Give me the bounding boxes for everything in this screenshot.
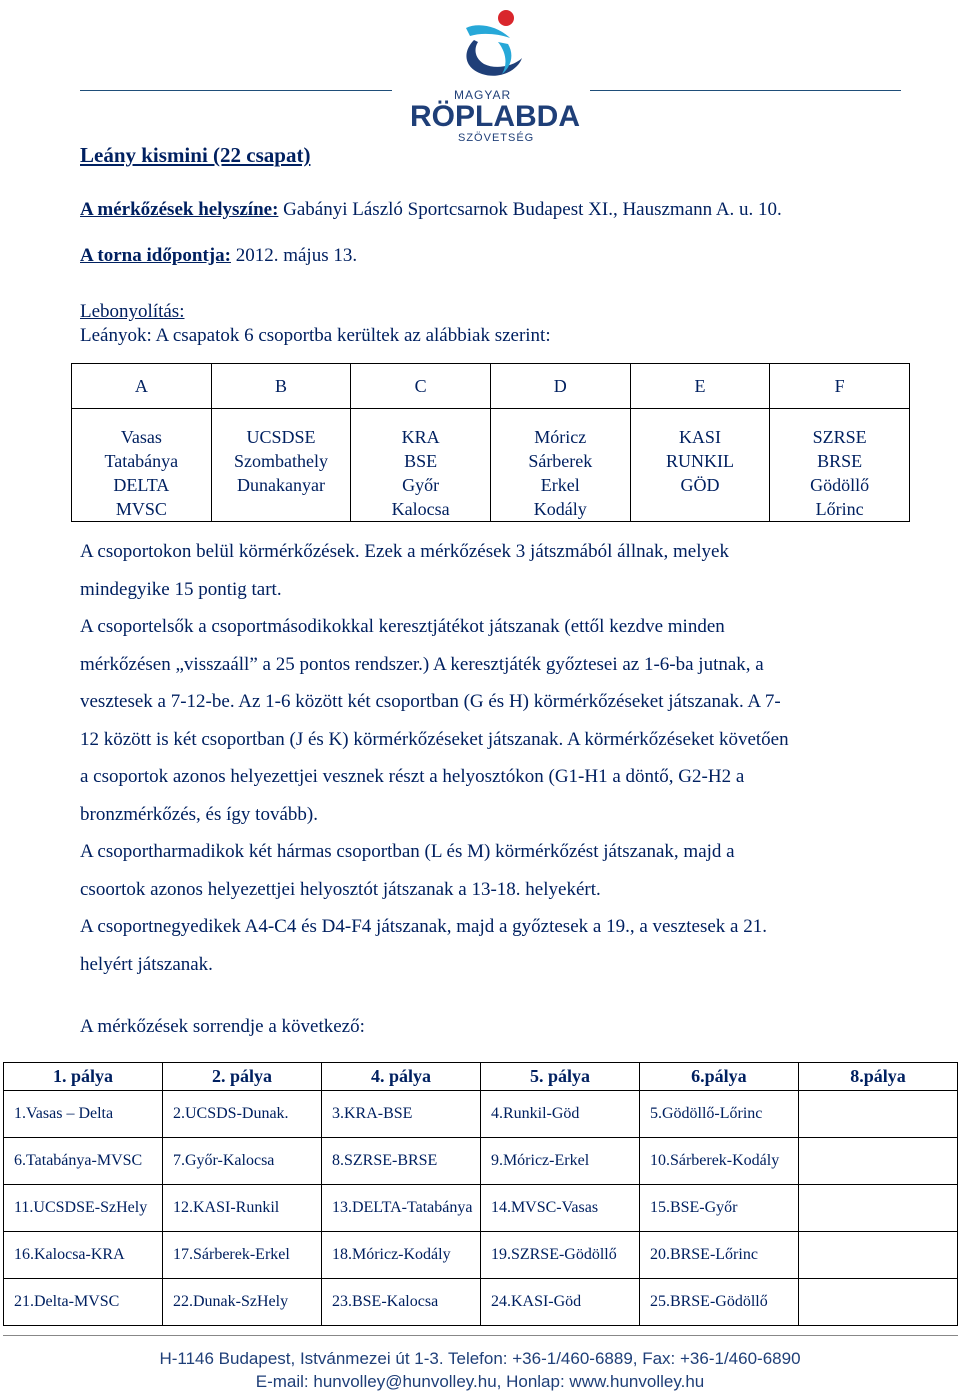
group-cell: GÖD bbox=[630, 473, 770, 497]
header-rule-right bbox=[590, 90, 901, 91]
match-cell: 23.BSE-Kalocsa bbox=[321, 1279, 480, 1326]
venue-value: Gabányi László Sportcsarnok Budapest XI., Hauszmann A. u. 10. bbox=[278, 199, 782, 220]
match-cell: 22.Dunak-SzHely bbox=[162, 1279, 321, 1326]
match-cell: 25.BRSE-Gödöllő bbox=[639, 1279, 798, 1326]
logo-magyar-text: MAGYAR bbox=[454, 88, 512, 102]
footer-email-web: E-mail: hunvolley@hunvolley.hu, Honlap: www.hunvolley.hu bbox=[255, 1372, 705, 1391]
match-cell bbox=[798, 1232, 957, 1279]
match-cell: 9.Móricz-Erkel bbox=[480, 1138, 639, 1185]
group-header: A bbox=[72, 364, 212, 409]
match-cell: 17.Sárberek-Erkel bbox=[162, 1232, 321, 1279]
table-row bbox=[4, 1279, 958, 1326]
group-cell: Lőrinc bbox=[770, 497, 910, 522]
group-cell: Erkel bbox=[490, 473, 630, 497]
group-cell: Kalocsa bbox=[351, 497, 491, 522]
group-header: E bbox=[630, 364, 770, 409]
date-value: 2012. május 13. bbox=[230, 245, 358, 266]
court-header: 6.pálya bbox=[639, 1063, 798, 1091]
group-cell: DELTA bbox=[72, 473, 212, 497]
group-cell: Dunakanyar bbox=[211, 473, 351, 497]
group-header: D bbox=[490, 364, 630, 409]
match-cell: 4.Runkil-Göd bbox=[480, 1091, 639, 1138]
paragraph-1-line-2: mindegyike 15 pontig tart. bbox=[80, 579, 282, 600]
paragraph-2-line-2: mérkőzésen „visszaáll” a 25 pontos rendszer.) A keresztjáték győztesei az 1-6-ba jutnak, a bbox=[80, 654, 764, 675]
federation-logo bbox=[408, 8, 580, 148]
table-row bbox=[4, 1091, 958, 1138]
page-title: Leány kismini (22 csapat) bbox=[80, 143, 311, 167]
court-header: 2. pálya bbox=[162, 1063, 321, 1091]
match-cell: 3.KRA-BSE bbox=[321, 1091, 480, 1138]
footer-address: H-1146 Budapest, Istvánmezei út 1-3. Telefon: +36-1/460-6889, Fax: +36-1/460-6890 bbox=[159, 1349, 801, 1368]
paragraph-2-line-4: 12 között is két csoportban (J és K) körmérkőzéseket játszanak. A körmérkőzéseket követően bbox=[80, 729, 789, 750]
group-cell: Vasas bbox=[72, 425, 212, 449]
match-cell: 24.KASI-Göd bbox=[480, 1279, 639, 1326]
court-header: 1. pálya bbox=[4, 1063, 163, 1091]
group-cell: Győr bbox=[351, 473, 491, 497]
match-cell bbox=[798, 1138, 957, 1185]
match-cell bbox=[798, 1185, 957, 1232]
footer-rule bbox=[3, 1335, 958, 1336]
match-cell: 2.UCSDS-Dunak. bbox=[162, 1091, 321, 1138]
paragraph-3-line-2: csoortok azonos helyezettjei helyosztót játszanak a 13-18. helyekért. bbox=[80, 879, 601, 900]
match-cell: 18.Móricz-Kodály bbox=[321, 1232, 480, 1279]
lebonyolitas-title: Lebonyolítás: bbox=[80, 301, 185, 322]
logo-roplabda-text: RÖPLABDA bbox=[410, 100, 580, 133]
group-header: C bbox=[351, 364, 491, 409]
group-cell: UCSDSE bbox=[211, 425, 351, 449]
group-cell: Kodály bbox=[490, 497, 630, 522]
table-row bbox=[72, 473, 910, 497]
table-row bbox=[72, 449, 910, 473]
schedule-header-row bbox=[4, 1063, 958, 1091]
group-cell: KASI bbox=[630, 425, 770, 449]
venue-label: A mérkőzések helyszíne: bbox=[80, 199, 279, 220]
groups-table bbox=[71, 363, 910, 522]
logo-szovetseg-text: SZÖVETSÉG bbox=[458, 132, 535, 144]
group-cell: BSE bbox=[351, 449, 491, 473]
match-cell: 1.Vasas – Delta bbox=[4, 1091, 163, 1138]
paragraph-3-line-1: A csoportharmadikok két hármas csoportban (L és M) körmérkőzést játszanak, majd a bbox=[80, 841, 735, 862]
match-cell: 6.Tatabánya-MVSC bbox=[4, 1138, 163, 1185]
paragraph-1-line-1: A csoportokon belül körmérkőzések. Ezek a mérkőzések 3 játszmából állnak, melyek bbox=[80, 541, 729, 562]
group-cell: SZRSE bbox=[770, 425, 910, 449]
match-cell: 21.Delta-MVSC bbox=[4, 1279, 163, 1326]
group-header: F bbox=[770, 364, 910, 409]
paragraph-2-line-5: a csoportok azonos helyezettjei vesznek részt a helyosztókon (G1-H1 a döntő, G2-H2 a bbox=[80, 766, 745, 787]
paragraph-2-line-6: bronzmérkőzés, és így tovább). bbox=[80, 804, 318, 825]
group-cell: BRSE bbox=[770, 449, 910, 473]
group-cell: MVSC bbox=[72, 497, 212, 522]
paragraph-2-line-3: vesztesek a 7-12-be. Az 1-6 között két csoportban (G és H) körmérkőzéseket játszanak. A 7- bbox=[80, 691, 781, 712]
venue-line bbox=[80, 199, 782, 221]
match-cell bbox=[798, 1091, 957, 1138]
court-header: 8.pálya bbox=[798, 1063, 957, 1091]
footer-contact bbox=[0, 1347, 960, 1393]
group-cell: RUNKIL bbox=[630, 449, 770, 473]
groups-spacer bbox=[72, 409, 910, 426]
match-order-heading: A mérkőzések sorrendje a következő: bbox=[80, 1016, 365, 1037]
paragraph-2-line-1: A csoportelsők a csoportmásodikokkal keresztjátékot játszanak (ettől kezdve minden bbox=[80, 616, 725, 637]
date-line bbox=[80, 245, 357, 267]
group-header: B bbox=[211, 364, 351, 409]
header-rule-left bbox=[80, 90, 392, 91]
group-cell: Sárberek bbox=[490, 449, 630, 473]
volleyball-player-icon bbox=[448, 8, 538, 88]
court-header: 4. pálya bbox=[321, 1063, 480, 1091]
table-row bbox=[4, 1232, 958, 1279]
match-cell bbox=[798, 1279, 957, 1326]
lebonyolitas-text: Leányok: A csapatok 6 csoportba kerültek az alábbiak szerint: bbox=[80, 325, 551, 346]
match-cell: 14.MVSC-Vasas bbox=[480, 1185, 639, 1232]
group-cell: Móricz bbox=[490, 425, 630, 449]
group-cell: Gödöllő bbox=[770, 473, 910, 497]
match-cell: 7.Győr-Kalocsa bbox=[162, 1138, 321, 1185]
match-cell: 15.BSE-Győr bbox=[639, 1185, 798, 1232]
match-cell: 8.SZRSE-BRSE bbox=[321, 1138, 480, 1185]
match-cell: 20.BRSE-Lőrinc bbox=[639, 1232, 798, 1279]
match-cell: 5.Gödöllő-Lőrinc bbox=[639, 1091, 798, 1138]
group-cell bbox=[630, 497, 770, 522]
group-cell bbox=[211, 497, 351, 522]
match-cell: 13.DELTA-Tatabánya bbox=[321, 1185, 480, 1232]
paragraph-4-line-2: helyért játszanak. bbox=[80, 954, 213, 975]
group-cell: KRA bbox=[351, 425, 491, 449]
table-row bbox=[4, 1185, 958, 1232]
match-cell: 11.UCSDSE-SzHely bbox=[4, 1185, 163, 1232]
paragraph-4-line-1: A csoportnegyedikek A4-C4 és D4-F4 játszanak, majd a győztesek a 19., a vesztesek a 21. bbox=[80, 916, 767, 937]
date-label: A torna időpontja: bbox=[80, 245, 231, 266]
group-cell: Szombathely bbox=[211, 449, 351, 473]
table-row bbox=[72, 497, 910, 522]
table-row bbox=[72, 425, 910, 449]
group-cell: Tatabánya bbox=[72, 449, 212, 473]
match-cell: 10.Sárberek-Kodály bbox=[639, 1138, 798, 1185]
table-row bbox=[4, 1138, 958, 1185]
match-cell: 12.KASI-Runkil bbox=[162, 1185, 321, 1232]
court-header: 5. pálya bbox=[480, 1063, 639, 1091]
match-cell: 19.SZRSE-Gödöllő bbox=[480, 1232, 639, 1279]
match-cell: 16.Kalocsa-KRA bbox=[4, 1232, 163, 1279]
schedule-table bbox=[3, 1062, 958, 1326]
groups-header-row bbox=[72, 364, 910, 409]
